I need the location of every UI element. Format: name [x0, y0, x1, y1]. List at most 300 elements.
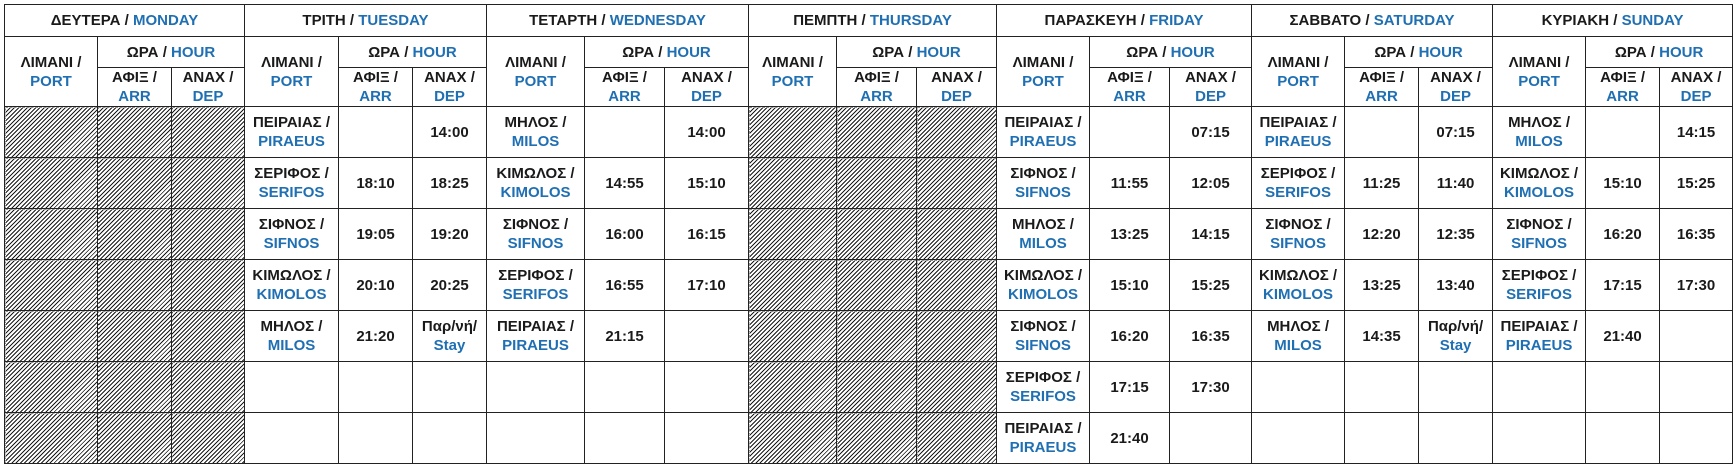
port-name-english: SERIFOS [502, 286, 569, 303]
english-text: DEP [1195, 88, 1226, 105]
departure-cell [1170, 362, 1252, 413]
no-service-cell [917, 107, 997, 158]
arrival-cell [1345, 413, 1419, 464]
no-service-cell [837, 362, 917, 413]
arrival-cell [1345, 260, 1419, 311]
arrival-time: 17:15 [1603, 276, 1642, 294]
departure-time: 14:15 [1676, 123, 1716, 141]
departure-cell [665, 158, 749, 209]
table-row [5, 107, 1733, 158]
no-service-cell [749, 107, 837, 158]
port-column-header: ΛΙΜΑΝΙ / PORT [5, 37, 98, 107]
port-name-greek: ΣΙΦΝΟΣ [258, 216, 316, 233]
port-name-greek: ΠΕΙΡΑΙΑΣ [1004, 420, 1074, 437]
day-header-thursday: ΠΕΜΠΤΗ / THURSDAY [749, 5, 997, 37]
departure-time: 11:40 [1436, 174, 1475, 192]
port-name-greek: ΣΕΡΙΦΟΣ [498, 267, 565, 284]
dep-column-header: ΑΝΑΧ / DEP [665, 68, 749, 107]
english-text: HOUR [666, 43, 711, 61]
english-text: TUESDAY [358, 12, 429, 29]
port-name-greek: ΜΗΛΟΣ [504, 114, 559, 131]
english-text: HOUR [171, 43, 216, 61]
english-text: HOUR [412, 43, 457, 61]
greek-text: ΤΡΙΤΗ [302, 12, 346, 29]
arrival-cell [1586, 413, 1660, 464]
departure-time: 07:15 [1436, 123, 1475, 141]
no-service-cell [837, 260, 917, 311]
arrival-time: 16:20 [1603, 225, 1642, 243]
arr-column-header: ΑΦΙΞ / ARR [1345, 68, 1419, 107]
port-cell: ΚΙΜΩΛΟΣ / KIMOLOS [245, 260, 339, 311]
english-text: HOUR [916, 43, 961, 61]
no-service-cell [172, 260, 245, 311]
table-row [5, 413, 1733, 464]
port-name-greek: ΣΕΡΙΦΟΣ [1005, 369, 1072, 386]
arrival-cell [1586, 311, 1660, 362]
day-header-wednesday: ΤΕΤΑΡΤΗ / WEDNESDAY [487, 5, 749, 37]
greek-text: ΩΡΑ [622, 43, 655, 61]
port-cell: ΜΗΛΟΣ / MILOS [1493, 107, 1586, 158]
no-service-cell [917, 362, 997, 413]
no-service-cell [172, 107, 245, 158]
english-text: DEP [434, 88, 465, 105]
port-cell: ΣΙΦΝΟΣ / SIFNOS [997, 158, 1090, 209]
port-name-english: KIMOLOS [1008, 286, 1079, 303]
port-cell: ΠΕΙΡΑΙΑΣ / PIRAEUS [245, 107, 339, 158]
english-text: MONDAY [132, 12, 199, 29]
port-cell [1493, 413, 1586, 464]
port-column-header: ΛΙΜΑΝΙ / PORT [487, 37, 585, 107]
port-cell: ΠΕΙΡΑΙΑΣ / PIRAEUS [1493, 311, 1586, 362]
arrival-cell [1090, 362, 1170, 413]
ferry-schedule-table [4, 4, 1733, 464]
arrival-time: 11:55 [1110, 174, 1149, 192]
port-name-english: MILOS [1274, 337, 1322, 354]
greek-text: ΩΡΑ [126, 43, 159, 61]
departure-cell [1660, 311, 1733, 362]
english-text: PORT [771, 72, 814, 90]
no-service-cell [837, 311, 917, 362]
english-text: DEP [691, 88, 722, 105]
port-name-greek: ΣΙΦΝΟΣ [1010, 318, 1068, 335]
english-text: PORT [1022, 72, 1064, 90]
port-name-greek: ΚΙΜΩΛΟΣ [1003, 267, 1074, 284]
port-cell: ΣΕΡΙΦΟΣ / SERIFOS [245, 158, 339, 209]
arrival-time: 15:10 [1603, 174, 1642, 192]
port-name-english: SERIFOS [1265, 184, 1331, 201]
departure-cell [1419, 311, 1493, 362]
english-text: WEDNESDAY [609, 12, 706, 29]
no-service-cell [98, 311, 172, 362]
port-cell: ΠΕΙΡΑΙΑΣ / PIRAEUS [487, 311, 585, 362]
greek-text: ΩΡΑ [1126, 43, 1159, 61]
no-service-cell [917, 413, 997, 464]
port-name-greek: ΚΙΜΩΛΟΣ [1258, 267, 1329, 284]
departure-time: 16:35 [1676, 225, 1716, 243]
port-name-english: KIMOLOS [256, 286, 327, 303]
port-name-english: SIFNOS [1015, 184, 1071, 201]
port-cell: ΠΕΙΡΑΙΑΣ / PIRAEUS [997, 413, 1090, 464]
port-name-english: SIFNOS [1270, 235, 1326, 252]
port-cell: ΜΗΛΟΣ / MILOS [487, 107, 585, 158]
greek-text: ΩΡΑ [1374, 43, 1407, 61]
departure-time: 13:40 [1436, 276, 1475, 294]
port-name-greek: ΚΙΜΩΛΟΣ [1499, 165, 1570, 182]
no-service-cell [98, 362, 172, 413]
no-service-cell [172, 311, 245, 362]
hour-column-header: ΩΡΑ / HOUR [1090, 37, 1252, 68]
arrival-time: 15:10 [1110, 276, 1149, 294]
port-cell [1252, 362, 1345, 413]
departure-time: 14:00 [687, 123, 726, 141]
arrival-cell [339, 311, 413, 362]
arrival-time: 20:10 [356, 276, 395, 294]
english-text: HOUR [1418, 43, 1463, 61]
port-name-greek: ΠΕΙΡΑΙΑΣ [1500, 318, 1570, 335]
departure-time: 19:20 [430, 225, 469, 243]
departure-time: 18:25 [430, 174, 469, 192]
arrival-cell [1345, 158, 1419, 209]
port-name-english: SIFNOS [507, 235, 564, 252]
port-name-greek: ΠΕΙΡΑΙΑΣ [1004, 114, 1074, 131]
port-cell: ΠΕΙΡΑΙΑΣ / PIRAEUS [1252, 107, 1345, 158]
port-name-english: PIRAEUS [258, 133, 325, 150]
table-row [5, 158, 1733, 209]
port-cell [245, 362, 339, 413]
no-service-cell [5, 311, 98, 362]
departure-cell [665, 311, 749, 362]
day-header-sunday: ΚΥΡΙΑΚΗ / SUNDAY [1493, 5, 1733, 37]
port-name-english: MILOS [1515, 133, 1563, 150]
greek-text: ΩΡΑ [368, 43, 401, 61]
no-service-cell [749, 209, 837, 260]
port-cell [245, 413, 339, 464]
english-text: DEP [192, 88, 224, 105]
arrival-cell [1586, 362, 1660, 413]
arrival-cell [585, 158, 665, 209]
port-cell: ΠΕΙΡΑΙΑΣ / PIRAEUS [997, 107, 1090, 158]
greek-text: ΠΑΡΑΣΚΕΥΗ [1044, 12, 1137, 29]
port-cell: ΣΕΡΙΦΟΣ / SERIFOS [1252, 158, 1345, 209]
english-text: PORT [1277, 72, 1319, 90]
arrival-time: 21:40 [1110, 429, 1149, 447]
day-header-friday: ΠΑΡΑΣΚΕΥΗ / FRIDAY [997, 5, 1252, 37]
arrival-cell [339, 413, 413, 464]
port-name-greek: ΚΙΜΩΛΟΣ [252, 267, 323, 284]
greek-text: ΑΦΙΞ [353, 69, 390, 86]
port-name-english: KIMOLOS [1263, 286, 1334, 303]
greek-text: ΑΝΑΧ [1430, 69, 1473, 86]
no-service-cell [837, 413, 917, 464]
english-text: HOUR [1170, 43, 1215, 61]
no-service-cell [5, 260, 98, 311]
arrival-cell [339, 107, 413, 158]
dep-column-header: ΑΝΑΧ / DEP [1170, 68, 1252, 107]
departure-cell [413, 260, 487, 311]
stay-greek: Παρ/νή/ [1427, 318, 1484, 335]
departure-cell [413, 158, 487, 209]
no-service-cell [98, 260, 172, 311]
no-service-cell [5, 362, 98, 413]
day-header-row [5, 5, 1733, 37]
no-service-cell [98, 209, 172, 260]
greek-text: ΤΕΤΑΡΤΗ [529, 12, 598, 29]
port-name-greek: ΜΗΛΟΣ [1012, 216, 1066, 233]
no-service-cell [5, 158, 98, 209]
greek-text: ΛΙΜΑΝΙ [1508, 53, 1562, 71]
port-cell: ΜΗΛΟΣ / MILOS [245, 311, 339, 362]
day-header-saturday: ΣΑΒΒΑΤΟ / SATURDAY [1252, 5, 1493, 37]
english-text: DEP [1680, 88, 1712, 105]
greek-text: ΑΦΙΞ [112, 69, 149, 86]
arrival-cell [339, 158, 413, 209]
greek-text: ΑΝΑΧ [1185, 69, 1228, 86]
arrival-cell [1090, 311, 1170, 362]
no-service-cell [5, 413, 98, 464]
no-service-cell [749, 362, 837, 413]
no-service-cell [98, 107, 172, 158]
port-column-header: ΛΙΜΑΝΙ / PORT [749, 37, 837, 107]
arr-column-header: ΑΦΙΞ / ARR [837, 68, 917, 107]
departure-cell [1170, 260, 1252, 311]
departure-cell [1419, 260, 1493, 311]
port-name-greek: ΠΕΙΡΑΙΑΣ [252, 114, 322, 131]
table-row [5, 260, 1733, 311]
port-name-english: KIMOLOS [500, 184, 571, 201]
no-service-cell [837, 158, 917, 209]
departure-time: 15:25 [1676, 174, 1716, 192]
greek-text: ΩΡΑ [1614, 43, 1647, 61]
english-text: ARR [1365, 88, 1398, 105]
arrival-time: 21:20 [356, 327, 395, 345]
arrival-time: 21:40 [1603, 327, 1642, 345]
arrival-cell [1586, 107, 1660, 158]
arrival-cell [339, 209, 413, 260]
no-service-cell [172, 362, 245, 413]
arrival-cell [1586, 260, 1660, 311]
arrival-time: 17:15 [1110, 378, 1149, 396]
port-name-greek: ΣΙΦΝΟΣ [502, 216, 560, 233]
departure-cell [1170, 413, 1252, 464]
port-name-greek: ΜΗΛΟΣ [260, 318, 315, 335]
departure-cell [1660, 362, 1733, 413]
port-name-greek: ΣΕΡΙΦΟΣ [1260, 165, 1327, 182]
departure-time: 16:35 [1191, 327, 1230, 345]
greek-text: ΩΡΑ [872, 43, 905, 61]
no-service-cell [837, 107, 917, 158]
no-service-cell [917, 260, 997, 311]
greek-text: ΛΙΜΑΝΙ [1267, 53, 1321, 71]
greek-text: ΑΦΙΞ [602, 69, 639, 86]
arrival-cell [585, 362, 665, 413]
port-cell: ΣΕΡΙΦΟΣ / SERIFOS [997, 362, 1090, 413]
table-row [5, 362, 1733, 413]
english-text: SATURDAY [1373, 12, 1455, 29]
greek-text: ΛΙΜΑΝΙ [762, 53, 815, 71]
column-header-row [5, 37, 1733, 68]
no-service-cell [5, 107, 98, 158]
greek-text: ΑΦΙΞ [1600, 69, 1637, 86]
arrival-time: 18:10 [356, 174, 395, 192]
port-name-english: SERIFOS [1010, 388, 1076, 405]
hour-column-header: ΩΡΑ / HOUR [98, 37, 245, 68]
port-name-english: PIRAEUS [1505, 337, 1573, 354]
table-row [5, 209, 1733, 260]
departure-cell [1170, 107, 1252, 158]
departure-cell [665, 209, 749, 260]
departure-cell [665, 260, 749, 311]
arrival-cell [585, 413, 665, 464]
departure-cell [1660, 107, 1733, 158]
arrival-time: 14:35 [1362, 327, 1401, 345]
hour-column-header: ΩΡΑ / HOUR [837, 37, 997, 68]
port-name-english: PIRAEUS [502, 337, 569, 354]
port-cell: ΣΕΡΙΦΟΣ / SERIFOS [1493, 260, 1586, 311]
arrival-cell [339, 260, 413, 311]
no-service-cell [917, 209, 997, 260]
port-cell: ΣΙΦΝΟΣ / SIFNOS [487, 209, 585, 260]
departure-cell [1660, 209, 1733, 260]
port-name-greek: ΚΙΜΩΛΟΣ [496, 165, 567, 182]
port-name-english: SERIFOS [1506, 286, 1572, 303]
departure-time: 17:30 [1191, 378, 1230, 396]
departure-cell [665, 107, 749, 158]
english-text: ARR [118, 88, 151, 105]
greek-text: ΑΦΙΞ [1107, 69, 1144, 86]
arrival-cell [1090, 158, 1170, 209]
greek-text: ΛΙΜΑΝΙ [20, 53, 74, 71]
arrival-time: 19:05 [356, 225, 395, 243]
departure-time: 17:10 [687, 276, 726, 294]
port-cell: ΣΙΦΝΟΣ / SIFNOS [1493, 209, 1586, 260]
departure-cell [413, 413, 487, 464]
arrival-time: 14:55 [605, 174, 644, 192]
greek-text: ΑΝΑΧ [424, 69, 467, 86]
greek-text: ΠΕΜΠΤΗ [793, 12, 858, 29]
greek-text: ΑΦΙΞ [1359, 69, 1396, 86]
arrival-cell [585, 107, 665, 158]
port-name-english: MILOS [267, 337, 316, 354]
greek-text: ΑΦΙΞ [854, 69, 891, 86]
port-name-english: MILOS [511, 133, 560, 150]
english-text: DEP [1440, 88, 1471, 105]
no-service-cell [98, 413, 172, 464]
english-text: ARR [359, 88, 392, 105]
english-text: HOUR [1659, 43, 1704, 61]
arrival-time: 12:20 [1362, 225, 1401, 243]
no-service-cell [917, 311, 997, 362]
greek-text: ΑΝΑΧ [931, 69, 974, 86]
stay-english: Stay [433, 337, 466, 354]
departure-time: 14:00 [430, 123, 469, 141]
departure-time: 16:15 [687, 225, 726, 243]
no-service-cell [172, 209, 245, 260]
port-name-greek: ΣΙΦΝΟΣ [1265, 216, 1323, 233]
greek-text: ΛΙΜΑΝΙ [505, 53, 558, 71]
departure-cell [1660, 413, 1733, 464]
no-service-cell [5, 209, 98, 260]
day-header-tuesday: ΤΡΙΤΗ / TUESDAY [245, 5, 487, 37]
port-cell [1493, 362, 1586, 413]
arrival-time: 11:25 [1362, 174, 1401, 192]
greek-text: ΑΝΑΧ [182, 69, 226, 86]
hour-column-header: ΩΡΑ / HOUR [1345, 37, 1493, 68]
dep-column-header: ΑΝΑΧ / DEP [917, 68, 997, 107]
departure-cell [1419, 413, 1493, 464]
english-text: ARR [860, 88, 893, 105]
port-cell: ΚΙΜΩΛΟΣ / KIMOLOS [1493, 158, 1586, 209]
port-name-english: PIRAEUS [1264, 133, 1332, 150]
greek-text: ΔΕΥΤΕΡΑ [50, 12, 121, 29]
english-text: SUNDAY [1621, 12, 1684, 29]
departure-cell [1170, 209, 1252, 260]
port-cell: ΚΙΜΩΛΟΣ / KIMOLOS [997, 260, 1090, 311]
english-text: PORT [514, 72, 557, 90]
stay-greek: Παρ/νή/ [421, 318, 478, 335]
port-column-header: ΛΙΜΑΝΙ / PORT [997, 37, 1090, 107]
departure-cell [413, 311, 487, 362]
greek-text: ΛΙΜΑΝΙ [1012, 53, 1066, 71]
english-text: FRIDAY [1149, 12, 1204, 29]
port-name-greek: ΠΕΙΡΑΙΑΣ [496, 318, 566, 335]
port-cell: ΣΕΡΙΦΟΣ / SERIFOS [487, 260, 585, 311]
english-text: THURSDAY [869, 12, 952, 29]
arrival-cell [1586, 158, 1660, 209]
port-cell: ΚΙΜΩΛΟΣ / KIMOLOS [487, 158, 585, 209]
departure-cell [665, 362, 749, 413]
no-service-cell [749, 158, 837, 209]
departure-time: 12:35 [1436, 225, 1475, 243]
port-name-english: PIRAEUS [1009, 133, 1077, 150]
arrival-time: 16:00 [605, 225, 644, 243]
port-cell: ΜΗΛΟΣ / MILOS [997, 209, 1090, 260]
no-service-cell [98, 158, 172, 209]
hour-column-header: ΩΡΑ / HOUR [585, 37, 749, 68]
departure-time: 15:10 [687, 174, 726, 192]
arrival-time: 16:20 [1110, 327, 1149, 345]
arrival-cell [1345, 107, 1419, 158]
port-name-english: MILOS [1019, 235, 1067, 252]
english-text: ARR [1606, 88, 1639, 105]
port-cell [487, 413, 585, 464]
port-name-english: KIMOLOS [1504, 184, 1575, 201]
departure-time: 12:05 [1191, 174, 1230, 192]
departure-time: 14:15 [1191, 225, 1230, 243]
greek-text: ΣΑΒΒΑΤΟ [1289, 12, 1362, 29]
port-name-english: SIFNOS [1015, 337, 1071, 354]
day-header-monday: ΔΕΥΤΕΡΑ / MONDAY [5, 5, 245, 37]
arr-column-header: ΑΦΙΞ / ARR [98, 68, 172, 107]
greek-text: ΚΥΡΙΑΚΗ [1541, 12, 1610, 29]
hour-column-header: ΩΡΑ / HOUR [1586, 37, 1733, 68]
no-service-cell [837, 209, 917, 260]
departure-cell [413, 362, 487, 413]
port-name-greek: ΠΕΙΡΑΙΑΣ [1259, 114, 1329, 131]
port-cell: ΚΙΜΩΛΟΣ / KIMOLOS [1252, 260, 1345, 311]
arrival-cell [1090, 107, 1170, 158]
departure-cell [413, 107, 487, 158]
arr-column-header: ΑΦΙΞ / ARR [339, 68, 413, 107]
departure-cell [1419, 209, 1493, 260]
english-text: ARR [1113, 88, 1146, 105]
departure-cell [1170, 311, 1252, 362]
dep-column-header: ΑΝΑΧ / DEP [1660, 68, 1733, 107]
hour-column-header: ΩΡΑ / HOUR [339, 37, 487, 68]
arrival-cell [1586, 209, 1660, 260]
no-service-cell [749, 311, 837, 362]
departure-time: 17:30 [1676, 276, 1716, 294]
table-row [5, 311, 1733, 362]
